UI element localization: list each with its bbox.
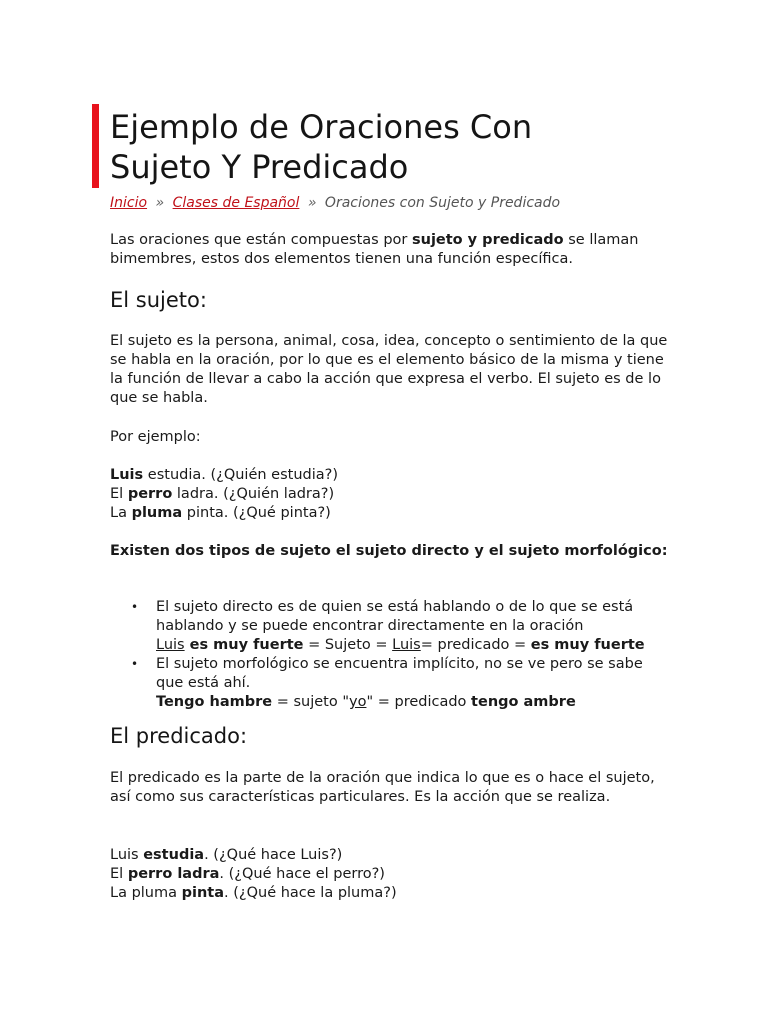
sujeto-types-list [110, 598, 670, 712]
example-bold: Luis [110, 467, 144, 483]
example-line [110, 485, 670, 504]
example-text: La pluma [110, 885, 182, 901]
intro-paragraph [110, 231, 670, 269]
example-line [110, 846, 670, 865]
title-accent-bar [92, 104, 99, 188]
breadcrumb-category-link[interactable]: Clases de Español [172, 195, 300, 211]
breadcrumb-separator: » [155, 195, 165, 211]
breadcrumb-separator: » [307, 195, 317, 211]
title-block [92, 104, 692, 188]
example-line [110, 504, 670, 523]
example-line [110, 865, 670, 884]
example-text: La [110, 505, 132, 521]
example-text: ladra. (¿Quién ladra?) [172, 486, 335, 502]
breadcrumb [110, 193, 560, 213]
page-title [110, 107, 532, 187]
example-underline: Luis [392, 637, 421, 653]
example-bold: perro [127, 486, 173, 502]
title-line-2: Sujeto Y Predicado [110, 148, 409, 186]
example-text: El [110, 866, 128, 882]
predicado-description [110, 769, 670, 807]
example-text: Luis [110, 847, 144, 863]
example-text: estudia. (¿Quién estudia?) [143, 467, 338, 483]
example-text: . (¿Qué hace el perro?) [219, 866, 385, 882]
example-bold: Tengo hambre [156, 694, 273, 710]
example-text: = sujeto " [272, 694, 349, 710]
example-text: " = predicado [366, 694, 472, 710]
example-text: . (¿Qué hace Luis?) [204, 847, 343, 863]
example-bold: pluma [131, 505, 183, 521]
predicado-heading: El predicado: [110, 724, 248, 748]
intro-bold: sujeto y predicado [411, 232, 564, 248]
example-text: = Sujeto = [303, 637, 393, 653]
sujeto-heading: El sujeto: [110, 288, 207, 312]
predicado-section-heading [110, 722, 670, 750]
example-bold: pinta [181, 885, 225, 901]
example-underline: yo [349, 694, 367, 710]
example-text: . (¿Qué hace la pluma?) [224, 885, 397, 901]
list-item [110, 598, 670, 655]
example-bold: es muy fuerte [184, 637, 304, 653]
example-line [110, 884, 670, 903]
title-line-1: Ejemplo de Oraciones Con [110, 108, 533, 146]
example-bold: estudia [143, 847, 205, 863]
bullet-icon: • [131, 600, 139, 614]
sujeto-description-text: El sujeto es la persona, animal, cosa, idea, concepto o sentimiento de la que se habla en la oración, por lo que es el elemento básico de la misma y tiene la función de llevar a cabo la acción que expresa el verbo. El sujeto es de lo que se habla. [110, 333, 668, 406]
example-bold: perro ladra [127, 866, 220, 882]
example-underline: Luis [156, 637, 185, 653]
list-item-text: El sujeto morfológico se encuentra implícito, no se ve pero se sabe que está ahí. [156, 656, 643, 691]
predicado-description-text: El predicado es la parte de la oración que indica lo que es o hace el sujeto, así como sus características particulares. Es la acción que se realiza. [110, 770, 655, 805]
example-line [110, 466, 670, 485]
breadcrumb-home-link[interactable]: Inicio [110, 195, 148, 211]
intro-text: Las oraciones que están compuestas por [110, 232, 412, 248]
example-text: pinta. (¿Qué pinta?) [182, 505, 331, 521]
example-label: Por ejemplo: [110, 429, 201, 445]
sujeto-description [110, 332, 670, 408]
predicado-examples [110, 846, 670, 903]
sujeto-types-heading [110, 542, 670, 561]
list-item-text: El sujeto directo es de quien se está hablando o de lo que se está hablando y se puede encontrar directamente en la oración [156, 599, 634, 634]
intro-text: se llaman bimembres, estos dos elementos tienen una función específica. [110, 232, 639, 267]
list-item [110, 655, 670, 712]
sujeto-examples [110, 466, 670, 523]
example-text: El [110, 486, 128, 502]
types-heading: Existen dos tipos de sujeto el sujeto directo y el sujeto morfológico: [110, 543, 668, 559]
example-text: = predicado = [420, 637, 531, 653]
example-bold: es muy fuerte [530, 637, 645, 653]
sujeto-section-heading [110, 286, 670, 314]
sujeto-example-label [110, 428, 670, 447]
example-bold: tengo ambre [471, 694, 576, 710]
bullet-icon: • [131, 657, 139, 671]
breadcrumb-current: Oraciones con Sujeto y Predicado [324, 195, 561, 211]
